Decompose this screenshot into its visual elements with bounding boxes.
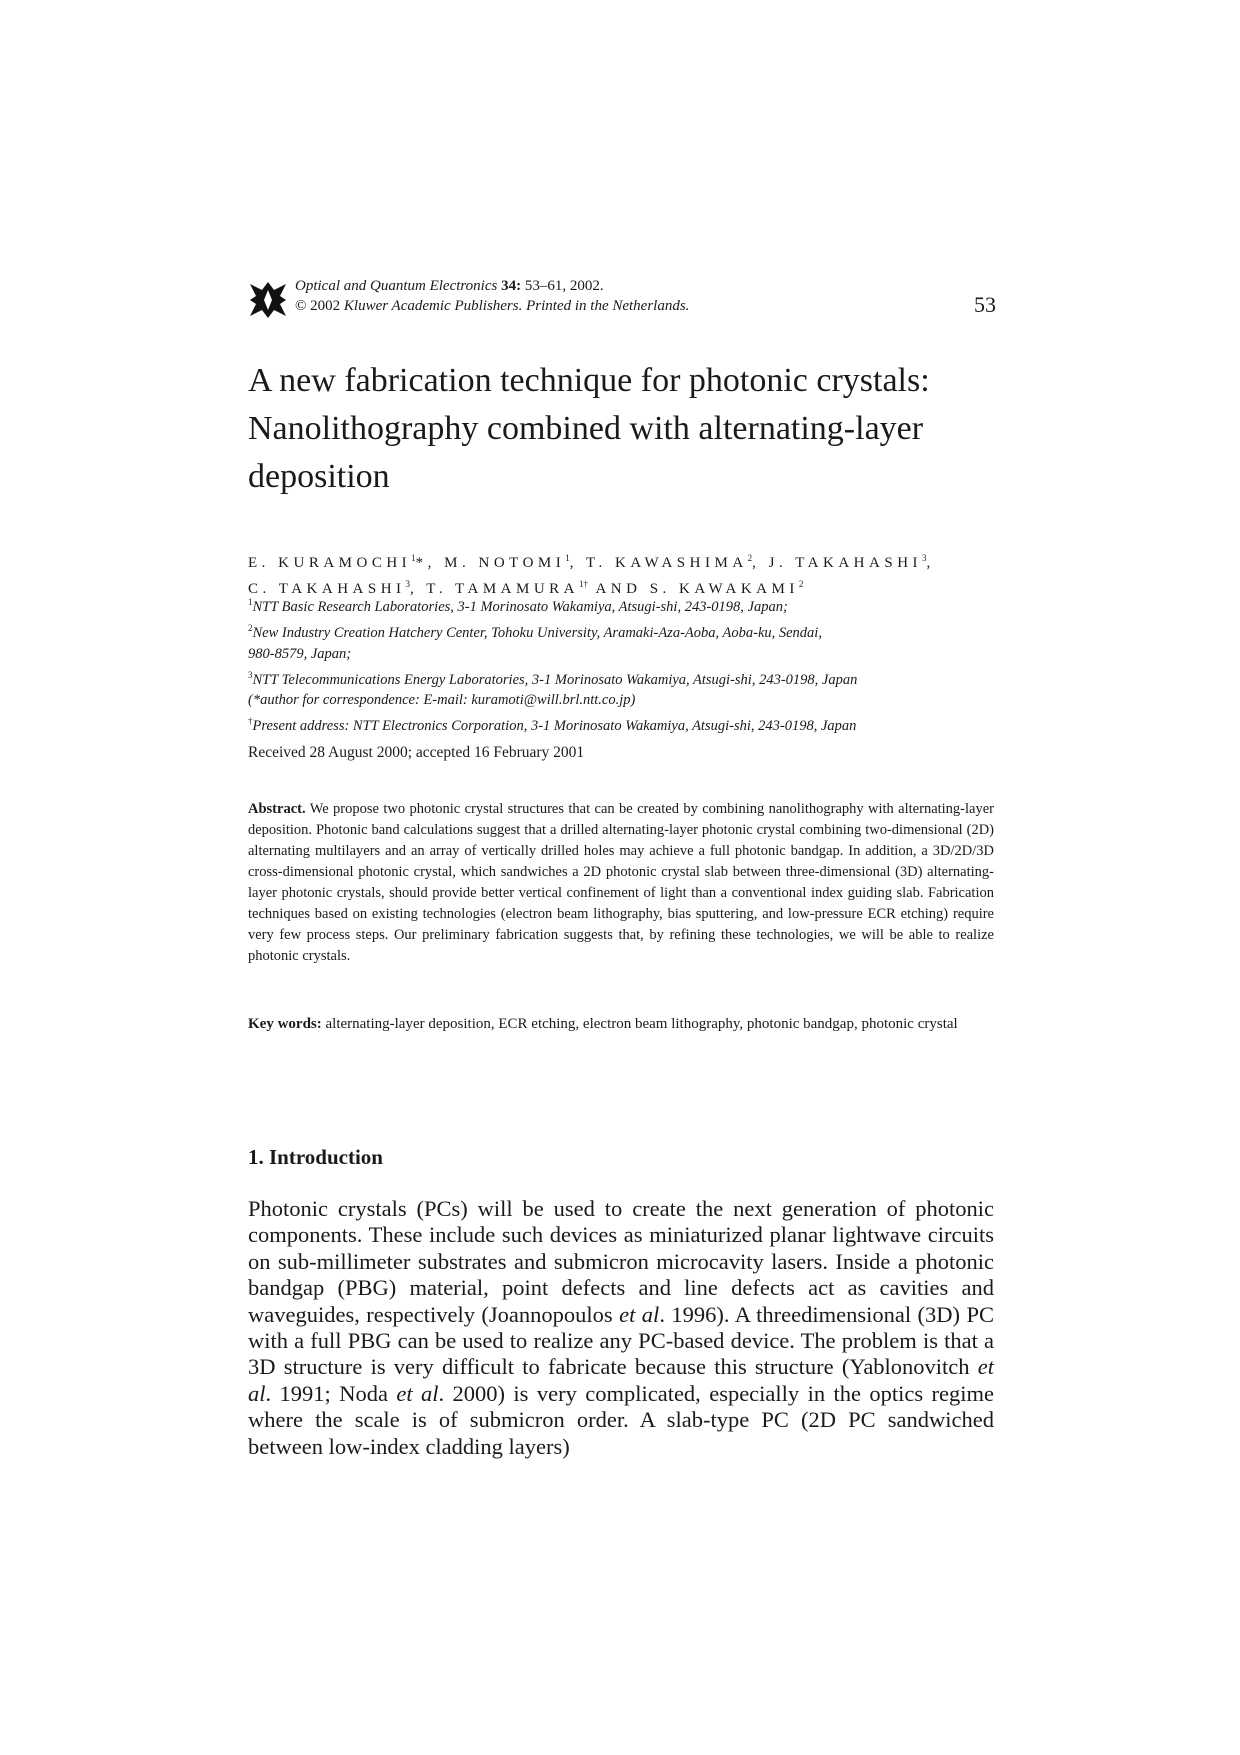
author-name: M. NOTOMI	[444, 555, 566, 571]
body-text-run: . 2000) is very complicated, especially in the optics regime where the scale is of submicron order. A slab-type PC (2D PC sandwiched between low-index cladding layers)	[248, 1380, 994, 1459]
correspondence-note: (*author for correspondence: E-mail: kuramoti@will.brl.ntt.co.jp)	[248, 692, 636, 709]
affiliation-text: 980-8579, Japan;	[248, 645, 352, 662]
section-heading: 1. Introduction	[248, 1145, 383, 1169]
affil-sup: 1	[248, 597, 253, 607]
citation-etal: et al	[248, 1354, 994, 1406]
author-affil-sup: 3	[405, 579, 411, 589]
page-number: 53	[974, 292, 996, 317]
affil-sup: 3	[248, 669, 253, 680]
affiliation-text: NTT Basic Research Laboratories, 3-1 Morinosato Wakamiya, Atsugi-shi, 243-0198, Japan;	[252, 598, 788, 615]
journal-name: Optical and Quantum Electronics	[295, 278, 498, 294]
body-text-run: . 1996). A threedimensional (3D) PC with a full PBG can be used to realize any PC-based device. The problem is that a 3D structure is very difficult to fabricate because this structure (Yablonovitch	[248, 1301, 994, 1380]
author-affil-sup: 1	[411, 553, 416, 563]
kluwer-logo-icon	[248, 280, 288, 320]
paper-title	[248, 357, 1008, 501]
corresponding-mark: *	[415, 555, 428, 571]
author-name: S. KAWAKAMI	[649, 581, 799, 597]
author-affil-sup: 2	[798, 579, 804, 589]
body-text-run: Photonic crystals (PCs) will be used to create the next generation of photonic components. These include such devices as miniaturized planar lightwave circuits on sub-millimeter substrates and submicron microcavity lasers. Inside a photonic bandgap (PBG) material, point defects and line defects act as cavities and waveguides, respectively (Joannopoulos	[248, 1196, 994, 1327]
author-name: J. TAKAHASHI	[768, 555, 923, 571]
author-name: E. KURAMOCHI	[248, 555, 412, 571]
affiliation-text: New Industry Creation Hatchery Center, Tohoku University, Aramaki-Aza-Aoba, Aoba-ku, Sendai,	[252, 624, 822, 641]
author-affil-sup: 2	[747, 553, 753, 563]
author-conjunction: AND	[595, 581, 642, 597]
author-affil-sup: 1	[565, 553, 570, 563]
copyright-year: 2002	[306, 298, 344, 314]
affiliations	[248, 592, 1008, 737]
title-line: Nanolithography combined with alternating-layer	[248, 410, 924, 447]
author-name: T. KAWASHIMA	[585, 555, 748, 571]
affiliation-text: NTT Telecommunications Energy Laboratories, 3-1 Morinosato Wakamiya, Atsugi-shi, 243-0198, Japan	[252, 671, 858, 688]
citation-etal: et al	[396, 1380, 439, 1406]
title-line: A new fabrication technique for photonic crystals:	[248, 362, 930, 399]
present-address: Present address: NTT Electronics Corporation, 3-1 Morinosato Wakamiya, Atsugi-shi, 243-0198, Japan	[252, 718, 857, 735]
author-name: T. TAMAMURA	[426, 581, 580, 597]
journal-pages-year: 53–61, 2002.	[521, 278, 604, 294]
keywords-label: Key words:	[248, 1016, 322, 1032]
affil-sup: 2	[248, 622, 253, 633]
publisher-line: Kluwer Academic Publishers. Printed in the Netherlands.	[343, 298, 690, 314]
keywords-text: alternating-layer deposition, ECR etching, electron beam lithography, photonic bandgap, photonic crystal	[321, 1016, 958, 1032]
citation-etal: et al	[619, 1301, 660, 1327]
abstract-label: Abstract.	[248, 801, 306, 817]
keywords	[248, 1014, 994, 1035]
body-text-run: . 1991; Noda	[265, 1380, 397, 1406]
received-dates: Received 28 August 2000; accepted 16 February 2001	[248, 744, 585, 761]
affil-sup: †	[248, 716, 253, 727]
author-name: C. TAKAHASHI	[248, 581, 406, 597]
title-line: deposition	[248, 458, 390, 495]
copyright-symbol: ©	[295, 298, 307, 314]
journal-volume: 34:	[501, 278, 522, 294]
author-affil-sup: 3	[922, 553, 927, 563]
abstract	[248, 799, 994, 967]
body-paragraph	[248, 1196, 994, 1460]
journal-header	[248, 277, 996, 317]
abstract-text: We propose two photonic crystal structures that can be created by combining nanolithography with alternating-layer deposition. Photonic band calculations suggest that a drilled alternating-layer photonic crystal combining two-dimensional (2D) alternating multilayers and an array of vertically drilled holes may achieve a full photonic bandgap. In addition, a 3D/2D/3D cross-dimensional photonic crystal, which sandwiches a 2D photonic crystal slab between three-dimensional (3D) alternating-layer photonic crystals, should provide better vertical confinement of light than a conventional index guiding slab. Fabrication techniques based on existing technologies (electron beam lithography, bias sputtering, and low-pressure ECR etching) require very few process steps. Our preliminary fabrication suggests that, by refining these technologies, we will be able to realize photonic crystals.	[248, 801, 994, 964]
journal-citation	[295, 276, 689, 316]
author-list: E. KURAMOCHI$^1$*, M. NOTOMI$^1$, T. KAWASHIMA$^2$, J. TAKAHASHI$^3$, C. TAKAHASHI$^3$, T. $TAMAMURA^{1\dagger}$ AND S. KAWAKAMI$^2$	[248, 553, 935, 597]
author-affil-sup: 1†	[579, 579, 589, 589]
